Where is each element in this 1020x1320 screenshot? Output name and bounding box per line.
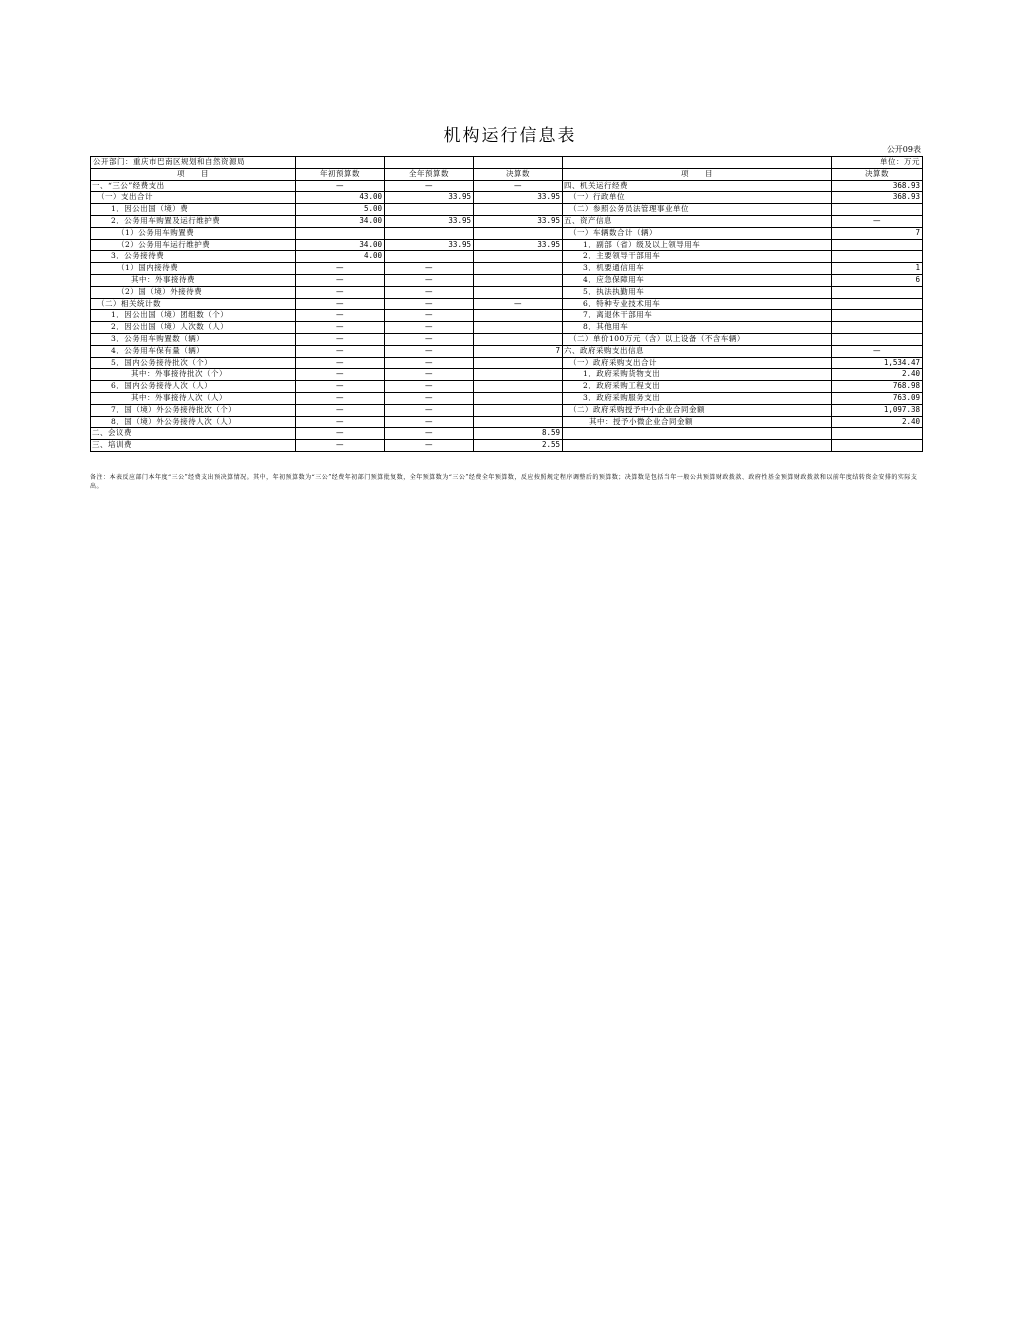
row-col2: —	[385, 322, 474, 334]
row-item-right: 六、政府采购支出信息	[563, 345, 832, 357]
header-item-right: 项 目	[563, 168, 832, 180]
row-col1: —	[296, 440, 385, 452]
row-col1: —	[296, 274, 385, 286]
row-col4: 768.98	[832, 381, 923, 393]
row-item-left: 3．公务用车购置数（辆）	[91, 333, 296, 345]
row-item-left: 6．国内公务接待人次（人）	[91, 381, 296, 393]
row-col3	[474, 263, 563, 275]
row-item-left: 二、会议费	[91, 428, 296, 440]
row-item-right: 1．副部（省）级及以上领导用车	[563, 239, 832, 251]
row-col3: 8.59	[474, 428, 563, 440]
row-col2	[385, 204, 474, 216]
row-col2: —	[385, 416, 474, 428]
row-col1	[296, 227, 385, 239]
table-row	[91, 263, 923, 275]
row-col1: —	[296, 333, 385, 345]
row-col3	[474, 369, 563, 381]
row-col1: 5.00	[296, 204, 385, 216]
row-col3: —	[474, 180, 563, 192]
table-row	[91, 204, 923, 216]
row-item-left: 2．因公出国（境）人次数（人）	[91, 322, 296, 334]
row-item-left: （2）国（境）外接待费	[91, 286, 296, 298]
table-row	[91, 440, 923, 452]
row-item-right: 四、机关运行经费	[563, 180, 832, 192]
table-row	[91, 416, 923, 428]
row-col3	[474, 392, 563, 404]
row-col3	[474, 274, 563, 286]
row-col2: —	[385, 333, 474, 345]
footnote: 备注：本表反应部门本年度“三公”经费支出预决算情况。其中，年初预算数为“三公”经费年初部门预算批复数，全年预算数为“三公”经费全年预算数，反应按照规定程序调整后的预算数；决算数是包括当年一般公共预算财政拨款、政府性基金预算财政拨款和以前年度结转资金安排的实际支出。	[90, 474, 918, 490]
row-col2: 33.95	[385, 192, 474, 204]
row-col2: —	[385, 428, 474, 440]
table-row	[91, 286, 923, 298]
row-col1: —	[296, 345, 385, 357]
row-item-right: 3．机要通信用车	[563, 263, 832, 275]
row-col2: —	[385, 274, 474, 286]
table-row	[91, 322, 923, 334]
header-col4: 决算数	[832, 168, 923, 180]
table-row	[91, 180, 923, 192]
row-item-right: （二）参照公务员法管理事业单位	[563, 204, 832, 216]
table-row	[91, 381, 923, 393]
row-col4: 6	[832, 274, 923, 286]
row-item-right: 6．特种专业技术用车	[563, 298, 832, 310]
row-col4: 2.40	[832, 416, 923, 428]
row-col3	[474, 333, 563, 345]
row-item-left: （1）公务用车购置费	[91, 227, 296, 239]
row-col4	[832, 333, 923, 345]
row-col2: —	[385, 404, 474, 416]
row-col1: —	[296, 381, 385, 393]
row-col4	[832, 298, 923, 310]
row-col2: —	[385, 381, 474, 393]
row-col2: —	[385, 298, 474, 310]
row-col1: —	[296, 263, 385, 275]
row-col4	[832, 310, 923, 322]
row-item-right: 1．政府采购货物支出	[563, 369, 832, 381]
row-item-left: 1．因公出国（境）团组数（个）	[91, 310, 296, 322]
row-col1: —	[296, 392, 385, 404]
row-item-left: 3．公务接待费	[91, 251, 296, 263]
dept-label: 公开部门：重庆市巴南区规划和自然资源局	[91, 157, 296, 169]
row-col1: 34.00	[296, 215, 385, 227]
row-item-left: （1）国内接待费	[91, 263, 296, 275]
table-row	[91, 357, 923, 369]
row-col1: —	[296, 416, 385, 428]
row-col4: 368.93	[832, 180, 923, 192]
row-col4: 2.40	[832, 369, 923, 381]
row-col1: —	[296, 286, 385, 298]
row-col2: —	[385, 180, 474, 192]
row-col2: —	[385, 286, 474, 298]
row-col4	[832, 322, 923, 334]
row-item-left: 1．因公出国（境）费	[91, 204, 296, 216]
row-item-left: 8．国（境）外公务接待人次（人）	[91, 416, 296, 428]
unit-label: 单位：万元	[832, 157, 923, 169]
table-row	[91, 251, 923, 263]
table-row	[91, 192, 923, 204]
row-item-right	[563, 440, 832, 452]
row-item-right: 其中：授予小微企业合同金额	[563, 416, 832, 428]
row-item-left: （2）公务用车运行维护费	[91, 239, 296, 251]
row-col4: 368.93	[832, 192, 923, 204]
row-col1: 43.00	[296, 192, 385, 204]
row-col4: 763.09	[832, 392, 923, 404]
table-row	[91, 227, 923, 239]
row-col3	[474, 204, 563, 216]
table-row	[91, 428, 923, 440]
row-col3: 7	[474, 345, 563, 357]
row-col1: —	[296, 180, 385, 192]
row-col1: 34.00	[296, 239, 385, 251]
row-col2: —	[385, 357, 474, 369]
table-row	[91, 215, 923, 227]
row-item-left: 其中：外事接待批次（个）	[91, 369, 296, 381]
header-row	[91, 168, 923, 180]
row-col3	[474, 357, 563, 369]
row-col4: 1,534.47	[832, 357, 923, 369]
row-item-right: 5．执法执勤用车	[563, 286, 832, 298]
row-col4: —	[832, 345, 923, 357]
row-col4: 7	[832, 227, 923, 239]
row-col3	[474, 404, 563, 416]
row-col2	[385, 227, 474, 239]
row-col2: —	[385, 345, 474, 357]
row-col2: —	[385, 369, 474, 381]
table-row	[91, 333, 923, 345]
row-col3	[474, 227, 563, 239]
row-col3	[474, 381, 563, 393]
row-item-left: 5．国内公务接待批次（个）	[91, 357, 296, 369]
row-item-right: 4．应急保障用车	[563, 274, 832, 286]
row-col2: —	[385, 263, 474, 275]
row-item-right: （一）行政单位	[563, 192, 832, 204]
row-col3: 33.95	[474, 215, 563, 227]
table-row	[91, 404, 923, 416]
row-item-left: 其中：外事接待费	[91, 274, 296, 286]
row-col2: 33.95	[385, 215, 474, 227]
row-item-right: （一）车辆数合计（辆）	[563, 227, 832, 239]
page-title: 机构运行信息表	[443, 126, 577, 146]
row-item-right: 2．主要领导干部用车	[563, 251, 832, 263]
row-item-right: （一）政府采购支出合计	[563, 357, 832, 369]
table-row	[91, 310, 923, 322]
row-item-right: 3．政府采购服务支出	[563, 392, 832, 404]
row-col3	[474, 286, 563, 298]
row-col2: —	[385, 310, 474, 322]
row-col1: —	[296, 404, 385, 416]
row-col4	[832, 286, 923, 298]
row-col1: —	[296, 369, 385, 381]
row-item-left: 2．公务用车购置及运行维护费	[91, 215, 296, 227]
row-col4	[832, 251, 923, 263]
row-col3	[474, 251, 563, 263]
row-col1: —	[296, 322, 385, 334]
table-row	[91, 392, 923, 404]
row-item-left: 一、“三公”经费支出	[91, 180, 296, 192]
row-item-left: 7．国（境）外公务接待批次（个）	[91, 404, 296, 416]
header-col3: 决算数	[474, 168, 563, 180]
form-code: 公开09表	[886, 145, 921, 154]
row-item-right: 8．其他用车	[563, 322, 832, 334]
row-col3	[474, 310, 563, 322]
table-row	[91, 274, 923, 286]
row-col3	[474, 322, 563, 334]
row-col2: —	[385, 392, 474, 404]
row-col4: —	[832, 215, 923, 227]
header-col1: 年初预算数	[296, 168, 385, 180]
row-col4	[832, 428, 923, 440]
row-item-right: 7．离退休干部用车	[563, 310, 832, 322]
row-item-left: 其中：外事接待人次（人）	[91, 392, 296, 404]
row-col4	[832, 204, 923, 216]
table-row	[91, 345, 923, 357]
row-item-right: 五、资产信息	[563, 215, 832, 227]
row-item-left: （二）相关统计数	[91, 298, 296, 310]
row-item-right: （二）单价100万元（含）以上设备（不含车辆）	[563, 333, 832, 345]
row-col1: —	[296, 310, 385, 322]
dept-row	[91, 157, 923, 169]
row-col1: —	[296, 428, 385, 440]
row-col1: —	[296, 357, 385, 369]
row-item-right	[563, 428, 832, 440]
row-col2: —	[385, 440, 474, 452]
info-table	[90, 156, 923, 452]
row-item-left: （一）支出合计	[91, 192, 296, 204]
table-row	[91, 239, 923, 251]
row-item-right: （二）政府采购授予中小企业合同金额	[563, 404, 832, 416]
row-col3: 33.95	[474, 239, 563, 251]
row-col4: 1,097.38	[832, 404, 923, 416]
row-col2: 33.95	[385, 239, 474, 251]
row-col4: 1	[832, 263, 923, 275]
table-row	[91, 369, 923, 381]
row-col4	[832, 440, 923, 452]
row-col1: —	[296, 298, 385, 310]
row-col3: 33.95	[474, 192, 563, 204]
table-row	[91, 298, 923, 310]
row-col1: 4.00	[296, 251, 385, 263]
row-item-right: 2．政府采购工程支出	[563, 381, 832, 393]
row-col3: —	[474, 298, 563, 310]
row-col3	[474, 416, 563, 428]
row-item-left: 三、培训费	[91, 440, 296, 452]
row-col3: 2.55	[474, 440, 563, 452]
header-col2: 全年预算数	[385, 168, 474, 180]
header-item-left: 项 目	[91, 168, 296, 180]
row-item-left: 4．公务用车保有量（辆）	[91, 345, 296, 357]
row-col2	[385, 251, 474, 263]
row-col4	[832, 239, 923, 251]
